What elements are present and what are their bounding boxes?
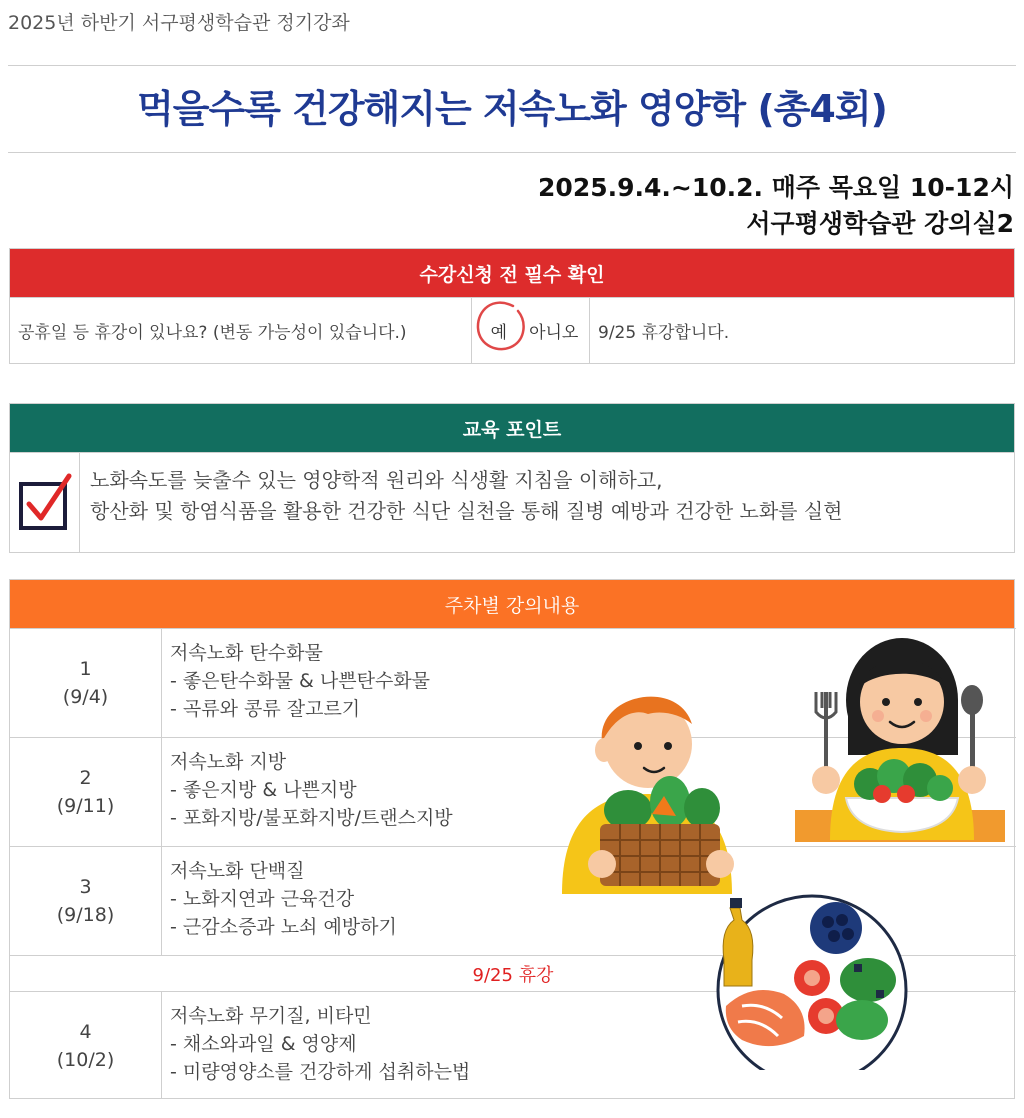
top-label: 2025년 하반기 서구평생학습관 정기강좌 (8, 12, 350, 34)
week-number: 3 (79, 876, 92, 898)
notice-options (472, 298, 590, 363)
girl-with-salad-illustration (790, 630, 1010, 845)
title-divider (8, 152, 1016, 153)
week-item: - 채소와과일 & 영양제 (170, 1033, 357, 1055)
option-no-label: 아니오 (529, 323, 579, 343)
boy-with-vegetable-basket-illustration (552, 684, 742, 894)
circle-mark-icon (473, 298, 529, 356)
point-header: 교육 포인트 (10, 404, 1014, 452)
point-icon-cell (10, 453, 80, 552)
notice-answer: 9/25 휴강합니다. (598, 323, 730, 343)
point-section (9, 403, 1015, 553)
week-number-cell (10, 738, 162, 846)
break-row: 9/25 휴강 (10, 955, 1016, 991)
week-item: - 미량영양소를 건강하게 섭취하는법 (170, 1061, 471, 1083)
week-number: 1 (79, 658, 92, 680)
notice-section (9, 248, 1015, 364)
week-item: - 근감소증과 노쇠 예방하기 (170, 916, 397, 938)
notice-question: 공휴일 등 휴강이 있나요? (변동 가능성이 있습니다.) (10, 298, 472, 363)
notice-row (10, 297, 1014, 363)
checkbox-check-icon (17, 472, 73, 534)
week-item: - 곡류와 콩류 잘고르기 (170, 698, 361, 720)
option-yes (483, 318, 515, 343)
point-text (80, 453, 1014, 552)
week-date: (9/4) (62, 686, 109, 708)
week-title: 저속노화 무기질, 비타민 (170, 1005, 372, 1027)
week-item: - 포화지방/불포화지방/트랜스지방 (170, 807, 453, 829)
week-number: 4 (79, 1020, 92, 1043)
week-date: (9/11) (56, 795, 115, 817)
schedule-info: 2025.9.4.~10.2. 매주 목요일 10-12시 (538, 173, 1014, 202)
week-item: - 노화지연과 근육건강 (170, 888, 355, 910)
schedule-header: 주차별 강의내용 (10, 580, 1014, 628)
top-divider (8, 65, 1016, 66)
week-date: (9/18) (56, 904, 115, 926)
week-item: - 좋은탄수화물 & 나쁜탄수화물 (170, 670, 431, 692)
week-number: 2 (79, 767, 92, 789)
week-number-cell (10, 629, 162, 737)
week-title: 저속노화 탄수화물 (170, 642, 323, 664)
page-title: 먹을수록 건강해지는 저속노화 영양학 (총4회) (137, 87, 887, 131)
week-number-cell (10, 992, 162, 1099)
week-number-cell (10, 847, 162, 955)
option-yes-label: 예 (490, 323, 508, 343)
location-info: 서구평생학습관 강의실2 (746, 209, 1014, 238)
week-date: (10/2) (56, 1048, 115, 1071)
point-line-2: 항산화 및 항염식품을 활용한 건강한 식단 실천을 통해 질병 예방과 건강한 노화를 실현 (90, 499, 843, 523)
week-item: - 좋은지방 & 나쁜지방 (170, 779, 357, 801)
point-line-1: 노화속도를 늦출수 있는 영양학적 원리와 식생활 지침을 이해하고, (90, 468, 663, 492)
notice-header: 수강신청 전 필수 확인 (10, 249, 1014, 297)
week-title: 저속노화 단백질 (170, 860, 305, 882)
week-title: 저속노화 지방 (170, 751, 287, 773)
point-row (10, 452, 1014, 552)
healthy-food-plate-illustration (712, 890, 912, 1070)
